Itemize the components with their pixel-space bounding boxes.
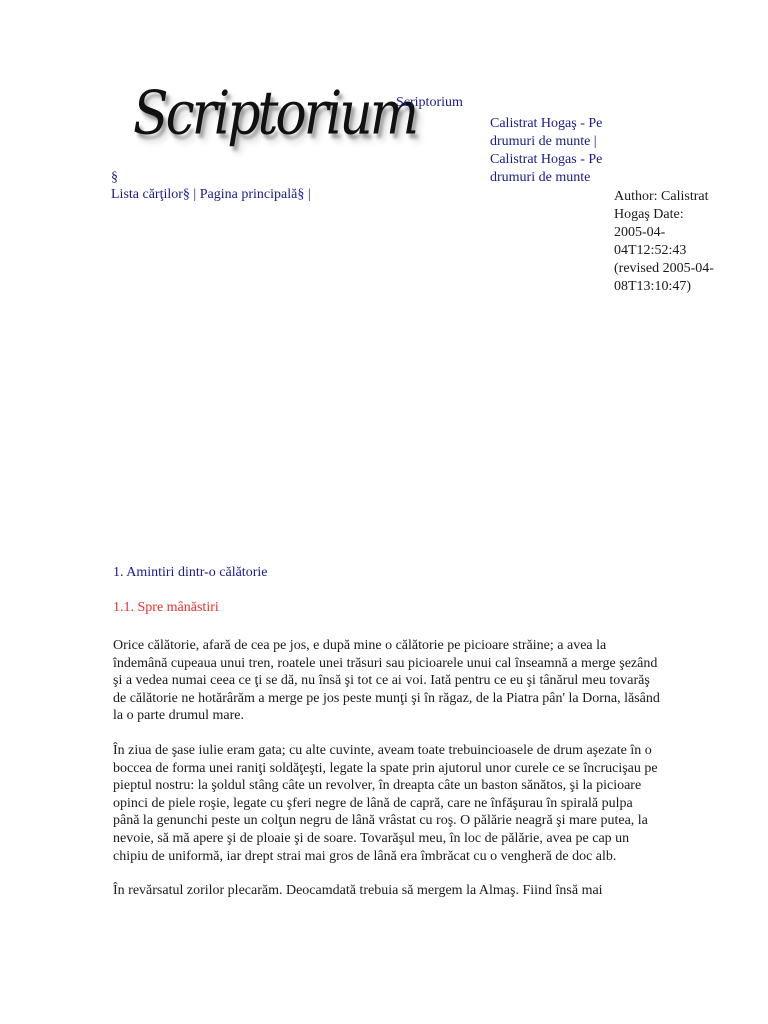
navigation-bar: [111, 187, 311, 203]
paragraph: În ziua de şase iulie eram gata; cu alte cuvinte, aveam toate trebuincioasele de drum aşezate în o boccea de forma unei raniţi soldăţeşti, legate la spate prin ajutorul unor curele ce se încrucişau pe pieptul nostru: la şoldul stâng câte un revolver, în dreapta câte un baston sănătos, şi la picioare opinci de piele roşie, legate cu şferi negre de lână de capră, care ne înfăşurau în spirală pulpa până la genunchi peste un colţun negru de lână vrâstat cu roş. O pălărie neagră şi mare putea, la nevoie, să mă apere şi de ploaie şi de soare. Tovarăşul meu, în loc de pălărie, avea pe cap un chipiu de uniformă, iar drept strai mai gros de lână era îmbrăcat cu o vengheră de doc alb.: [113, 742, 658, 864]
logo-text: Scriptorium: [133, 79, 417, 149]
subchapter-heading: 1.1. Spre mânăstiri: [113, 600, 219, 615]
nav-separator: § |: [182, 187, 200, 202]
document-metadata: Author: Calistrat Hogaş Date: 2005-04-04T12:52:43 (revised 2005-04-08T13:10:47): [614, 189, 714, 294]
home-page-link[interactable]: Pagina principală: [199, 187, 298, 202]
chapter-link[interactable]: 1. Amintiri dintr-o călătorie: [113, 565, 268, 580]
section-mark: §: [111, 170, 118, 185]
body-text: [113, 637, 661, 917]
nav-separator: § |: [297, 187, 311, 202]
site-link-scriptorium[interactable]: Scriptorium: [396, 95, 463, 110]
document-title: Calistrat Hogaş - Pe drumuri de munte | Calistrat Hogas - Pe drumuri de munte: [490, 116, 603, 185]
paragraph: În revărsatul zorilor plecarăm. Deocamdată trebuia să mergem la Almaş. Fiind însă mai: [113, 883, 603, 899]
scriptorium-logo[interactable]: [133, 79, 417, 160]
paragraph: Orice călătorie, afară de cea pe jos, e după mine o călătorie pe picioare străine; a avea la îndemână cupeaua unui tren, roatele unei trăsuri sau picioarele unui cal înseamnă a merge şezând şi a vedea numai ceea ce ţi se dă, nu însă şi tot ce ai voi. Iată pentru ce eu şi tânărul meu tovarăş de călătorie ne hotărârăm a merge pe jos peste munţi şi în răgaz, de la Piatra pân' la Dorna, lăsând la o parte drumul mare.: [113, 638, 660, 724]
books-list-link[interactable]: Lista cărţilor: [111, 187, 183, 202]
